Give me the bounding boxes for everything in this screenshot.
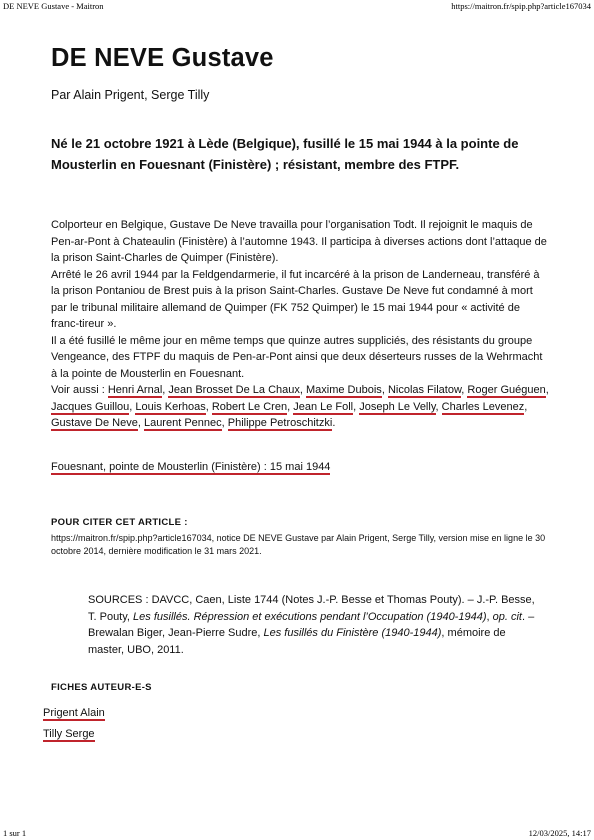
event-link[interactable]: Fouesnant, pointe de Mousterlin (Finistère) : 15 mai 1944: [51, 461, 331, 473]
see-also-label: Voir aussi :: [51, 384, 108, 396]
sources-title-2: Les fusillés du Finistère (1940-1944): [263, 627, 442, 639]
see-also-link[interactable]: Joseph Le Velly: [359, 400, 436, 413]
sources-text-2: ,: [486, 610, 493, 623]
see-also-link[interactable]: Roger Guéguen: [467, 384, 546, 396]
see-also-separator: .: [332, 417, 336, 429]
see-also-link[interactable]: Gustave De Neve: [51, 417, 138, 429]
sources-text-4: , mémoire de master, UBO, 2011.: [88, 627, 506, 656]
see-also-link[interactable]: Jean Brosset De La Chaux: [168, 384, 300, 396]
article-lead: Né le 21 octobre 1921 à Lède (Belgique), fusillé le 15 mai 1944 à la pointe de Mousterlin en Fouesnant (Finistère) ; résistant, membre des FTPF.: [51, 136, 519, 172]
paragraph-2: Arrêté le 26 avril 1944 par la Feldgendarmerie, il fut incarcéré à la prison de Landerneau, transféré à la prison Pontaniou de Brest puis à la prison Saint-Charles. Gustave De Neve fut condamné à mort par le tribunal militaire allemand de Quimper (FK 752 Quimper) le 15 mai 1944 pour « activité de franc-tireur ».: [51, 268, 540, 330]
see-also-link[interactable]: Maxime Dubois: [306, 384, 382, 396]
citation-text: https://maitron.fr/spip.php?article167034, notice DE NEVE Gustave par Alain Prigent, Serge Tilly, version mise en ligne le 30 octobre 2014, dernière modification le 31 mars 2021.: [51, 533, 546, 556]
see-also-links: [51, 384, 549, 431]
see-also-link[interactable]: Laurent Pennec: [143, 417, 222, 429]
see-also-separator: ,: [435, 400, 442, 413]
see-also-link[interactable]: Jacques Guillou: [51, 400, 130, 413]
author-item: [43, 707, 105, 719]
sources: [88, 592, 540, 658]
paragraph-1: Colporteur en Belgique, Gustave De Neve travailla pour l’organisation Todt. Il rejoignit le maquis de Pen-ar-Pont à Chateaulin (Finistère) à l’automne 1943. Il participa à diverses actions dont l’attaque de la prison Saint-Charles de Quimper (Finistère).: [51, 219, 547, 264]
print-footer: [0, 828, 594, 838]
see-also-separator: ,: [524, 400, 528, 413]
author-link-prigent[interactable]: Prigent Alain: [43, 707, 105, 719]
page-title: DE NEVE Gustave: [51, 44, 274, 72]
sources-title-1: Les fusillés. Répression et exécutions pendant l’Occupation (1940-1944): [133, 610, 487, 623]
see-also-separator: ,: [129, 400, 136, 413]
see-also-separator: ,: [162, 384, 169, 396]
see-also-link[interactable]: Louis Kerhoas: [135, 400, 206, 413]
event-date-line: [51, 461, 330, 473]
sources-text-1: SOURCES : DAVCC, Caen, Liste 1744 (Notes J.-P. Besse et Thomas Pouty). – J.-P. Besse, T. Pouty,: [88, 594, 535, 623]
print-footer-page: 1 sur 1: [3, 828, 27, 838]
see-also-link[interactable]: Charles Levenez: [441, 400, 525, 413]
article-body: [51, 217, 551, 432]
sources-op-cit: op. cit: [492, 610, 522, 623]
print-header-title: DE NEVE Gustave - Maitron: [3, 1, 104, 11]
see-also-separator: ,: [137, 417, 144, 429]
see-also-separator: ,: [205, 400, 212, 413]
print-footer-datetime: 12/03/2025, 14:17: [528, 828, 591, 838]
see-also-separator: ,: [381, 384, 388, 396]
see-also-link[interactable]: Henri Arnal: [107, 384, 163, 396]
author-item: [43, 728, 95, 740]
see-also-link[interactable]: Nicolas Filatow: [387, 384, 462, 396]
see-also-separator: ,: [299, 384, 306, 396]
authors-heading: FICHES AUTEUR-E-S: [51, 682, 152, 693]
see-also-separator: ,: [221, 417, 228, 429]
article-byline: Par Alain Prigent, Serge Tilly: [51, 88, 210, 102]
see-also-separator: ,: [287, 400, 294, 413]
see-also-separator: ,: [545, 384, 549, 396]
see-also-separator: ,: [353, 400, 360, 413]
see-also-link[interactable]: Philippe Petroschitzki: [227, 417, 333, 429]
paragraph-3: Il a été fusillé le même jour en même temps que quinze autres suppliciés, des résistants du groupe Vengeance, des FTPF du maquis de Pen-ar-Pont ainsi que deux déserteurs russes de la Wehrmacht à la pointe de Mousterlin en Fouesnant.: [51, 334, 543, 380]
sources-text-3: . – Brewalan Biger, Jean-Pierre Sudre,: [88, 610, 535, 639]
print-header-url: https://maitron.fr/spip.php?article167034: [451, 1, 591, 11]
print-header: [0, 1, 594, 11]
author-link-tilly[interactable]: Tilly Serge: [43, 728, 95, 740]
see-also-link[interactable]: Robert Le Cren: [211, 400, 288, 413]
citation-heading: POUR CITER CET ARTICLE :: [51, 517, 188, 528]
see-also: [51, 382, 551, 432]
see-also-separator: ,: [461, 384, 468, 396]
see-also-link[interactable]: Jean Le Foll: [293, 400, 354, 413]
